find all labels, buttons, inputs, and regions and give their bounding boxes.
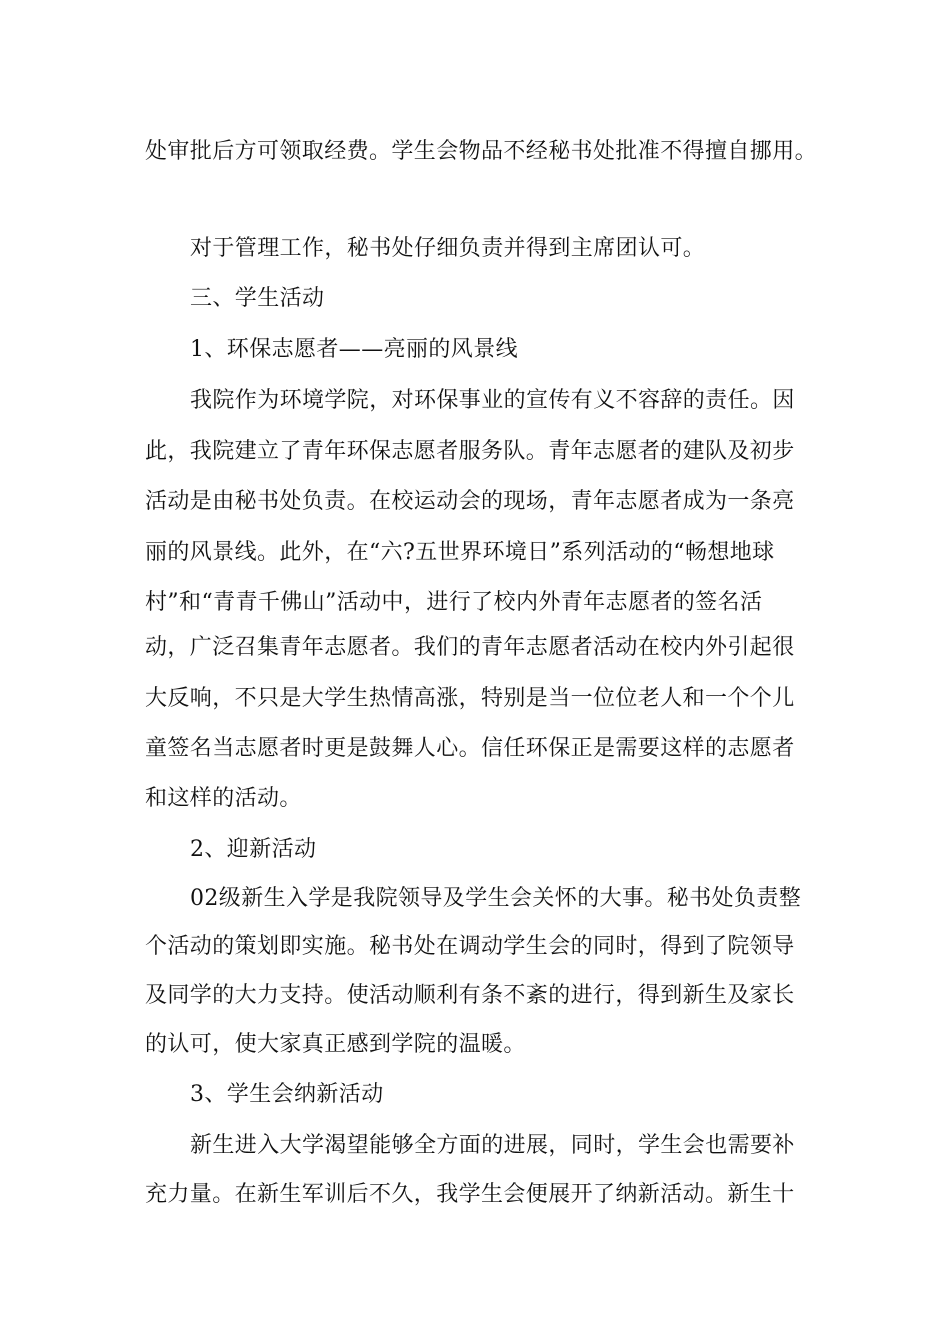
paragraph-line: 丽的风景线。此外，在“六?五世界环境日”系列活动的“畅想地球 xyxy=(145,540,775,565)
paragraph-line: 的认可，使大家真正感到学院的温暖。 xyxy=(145,1032,526,1057)
paragraph-line: 处审批后方可领取经费。学生会物品不经秘书处批准不得擅自挪用。 xyxy=(145,139,818,164)
paragraph-line: 充力量。在新生军训后不久，我学生会便展开了纳新活动。新生十 xyxy=(145,1182,795,1207)
paragraph-line: 童签名当志愿者时更是鼓舞人心。信任环保正是需要这样的志愿者 xyxy=(145,736,795,761)
paragraph-line: 动，广泛召集青年志愿者。我们的青年志愿者活动在校内外引起很 xyxy=(145,635,795,660)
paragraph-line: 个活动的策划即实施。秘书处在调动学生会的同时，得到了院领导 xyxy=(145,934,795,959)
paragraph-line: 我院作为环境学院，对环保事业的宣传有义不容辞的责任。因 xyxy=(190,388,795,413)
paragraph-line: 村”和“青青千佛山”活动中，进行了校内外青年志愿者的签名活 xyxy=(145,590,763,615)
paragraph-line: 和这样的活动。 xyxy=(145,786,302,811)
paragraph-line: 大反响，不只是大学生热情高涨，特别是当一位位老人和一个个儿 xyxy=(145,686,795,711)
paragraph-line: 对于管理工作，秘书处仔细负责并得到主席团认可。 xyxy=(190,236,706,261)
subsection-heading: 1、环保志愿者——亮丽的风景线 xyxy=(190,337,518,362)
paragraph-line: 此，我院建立了青年环保志愿者服务队。青年志愿者的建队及初步 xyxy=(145,439,795,464)
section-heading: 三、学生活动 xyxy=(190,286,325,311)
paragraph-line: 02级新生入学是我院领导及学生会关怀的大事。秘书处负责整 xyxy=(190,886,802,911)
paragraph-line: 及同学的大力支持。使活动顺利有条不紊的进行，得到新生及家长 xyxy=(145,983,795,1008)
paragraph-line: 新生进入大学渴望能够全方面的进展，同时，学生会也需要补 xyxy=(190,1133,795,1158)
paragraph-line: 活动是由秘书处负责。在校运动会的现场，青年志愿者成为一条亮 xyxy=(145,489,795,514)
subsection-heading: 2、迎新活动 xyxy=(190,837,317,862)
subsection-heading: 3、学生会纳新活动 xyxy=(190,1082,384,1107)
